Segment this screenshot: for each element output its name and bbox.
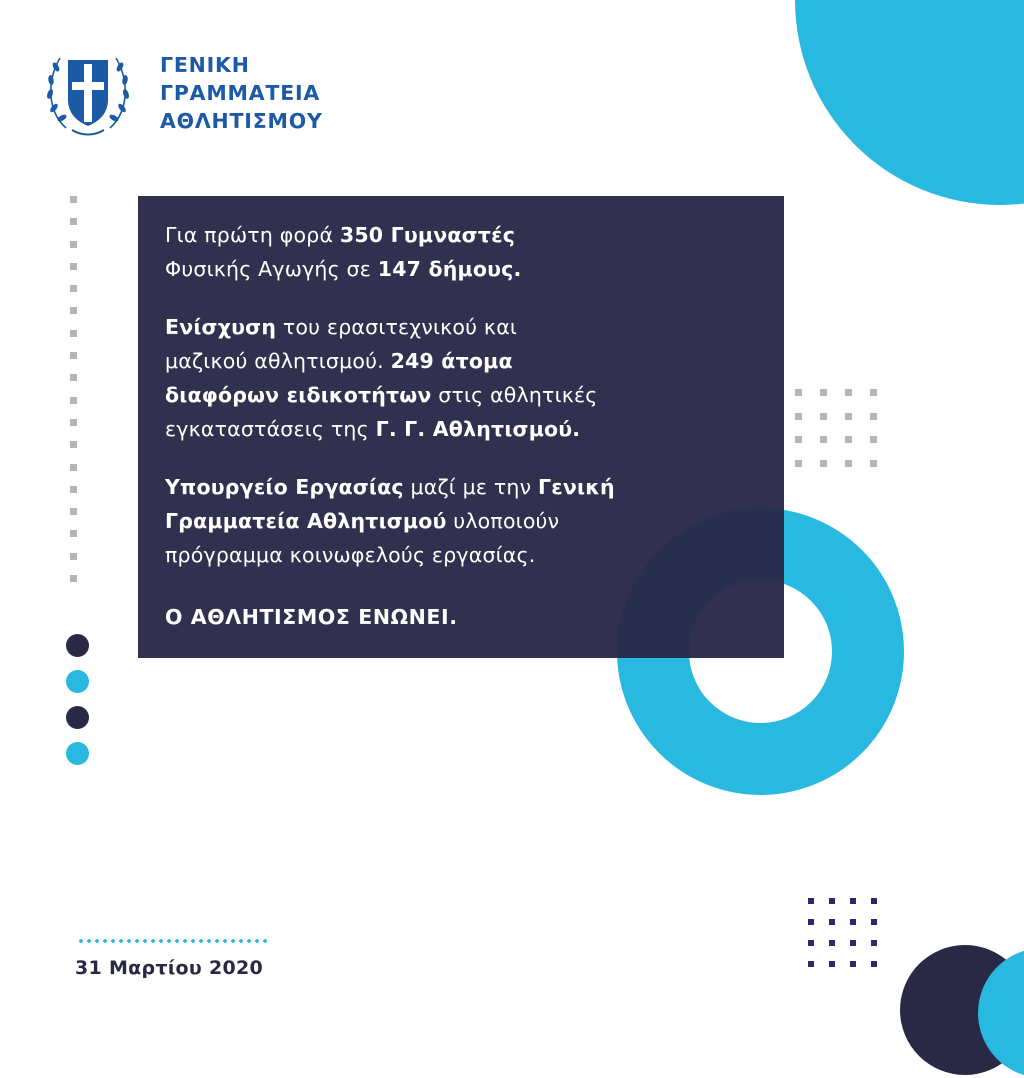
logo-line-1: ΓΕΝΙΚΗ	[160, 53, 250, 77]
announcement-box	[138, 196, 784, 658]
decorative-dot-grid-dark	[808, 898, 898, 968]
logo-line-2: ΓΡΑΜΜΑΤΕΙΑ	[160, 81, 321, 105]
decorative-dot-dark	[66, 706, 89, 729]
dotted-divider	[77, 939, 267, 943]
organization-logo-text	[160, 51, 323, 135]
decorative-circle-top-right	[795, 0, 1024, 205]
decorative-dot-cyan	[66, 742, 89, 765]
decorative-dot-grid-gray	[795, 389, 885, 469]
paragraph-support: Ενίσχυση του ερασιτεχνικού και μαζικού αθλητισμού. 249 άτομα διαφόρων ειδικοτήτων στις αθλητικές εγκαταστάσεις της Γ. Γ. Αθλητισμού.	[165, 315, 598, 441]
greek-coat-of-arms-icon	[42, 42, 134, 138]
paragraph-gymnasts: Για πρώτη φορά 350 Γυμναστές Φυσικής Αγωγής σε 147 δήμους.	[165, 223, 522, 281]
decorative-dot-cyan	[66, 670, 89, 693]
publication-date: 31 Μαρτίου 2020	[75, 957, 264, 979]
decorative-dot-column	[70, 196, 78, 597]
logo-line-3: ΑΘΛΗΤΙΣΜΟΥ	[160, 109, 323, 133]
decorative-dot-dark	[66, 634, 89, 657]
paragraph-ministry: Υπουργείο Εργασίας μαζί με την Γενική Γραμματεία Αθλητισμού υλοποιούν πρόγραμμα κοινωφελούς εργασίας.	[165, 475, 615, 567]
slogan: Ο ΑΘΛΗΤΙΣΜΟΣ ΕΝΩΝΕΙ.	[165, 605, 458, 629]
